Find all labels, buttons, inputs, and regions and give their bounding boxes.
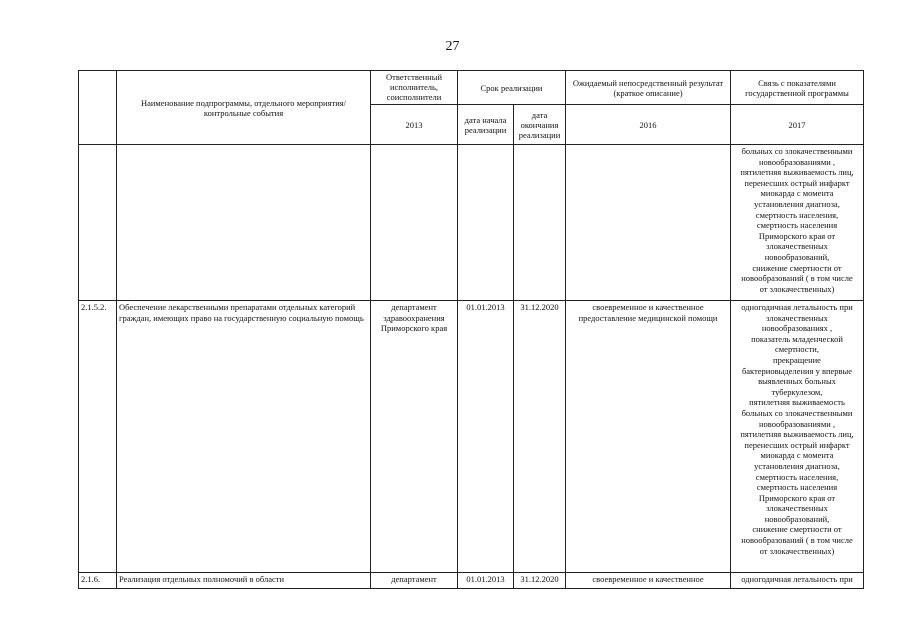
row-name <box>117 145 371 301</box>
link-line: туберкулезом, <box>771 386 823 397</box>
row-start-date: 01.01.2013 <box>458 573 514 589</box>
link-line: пятилетняя выживаемость лиц, <box>740 167 854 178</box>
row-result: своевременное и качественное <box>566 573 731 589</box>
link-line: злокачественных <box>766 312 828 323</box>
link-line: смертность населения <box>756 220 838 231</box>
link-line: миокарда с момента <box>760 188 834 199</box>
row-name: Обеспечение лекарственными препаратами отдельных категорий граждан, имеющих право на государственную социальную помощь <box>117 301 371 573</box>
row-executor <box>371 145 458 301</box>
row-result <box>566 145 731 301</box>
link-line: миокарда с момента <box>760 450 834 461</box>
link-line: снижение смертности от <box>752 262 842 273</box>
link-line: злокачественных <box>766 503 828 514</box>
table-row <box>79 145 864 301</box>
link-line: пятилетняя выживаемость <box>749 397 845 408</box>
link-line: бактериовыделения у впервые <box>741 365 853 376</box>
link-line: смертность населения, <box>755 209 839 220</box>
link-line: смертность населения <box>756 482 838 493</box>
link-line: установления диагноза, <box>754 198 840 209</box>
row-start-date <box>458 145 514 301</box>
header-links-cell: Связь с показателями государственной программы <box>731 71 864 105</box>
header-end-cell: дата окончания реализации <box>514 105 566 145</box>
link-line: смертности, <box>775 344 819 355</box>
link-line: новообразований, <box>764 251 830 262</box>
link-line: злокачественных <box>766 241 828 252</box>
row-end-date: 31.12.2020 <box>514 573 566 589</box>
row-executor: департамент здравоохранения Приморского края <box>371 301 458 573</box>
row-end-date: 31.12.2020 <box>514 301 566 573</box>
link-line: Приморского края от <box>758 230 836 241</box>
header-name-cell: Наименование подпрограммы, отдельного мероприятия/контрольные события <box>117 71 371 145</box>
header-start-cell: дата начала реализации <box>458 105 514 145</box>
header-row-titles <box>79 71 864 105</box>
table-row <box>79 573 864 589</box>
header-year-result: 2016 <box>566 105 731 145</box>
program-table <box>78 70 864 589</box>
link-line: установления диагноза, <box>754 460 840 471</box>
link-line: выявленных больных <box>758 376 836 387</box>
link-line: прекращение <box>773 354 821 365</box>
link-line: одногодичная летальность при <box>741 574 853 584</box>
row-num <box>79 145 117 301</box>
row-num: 2.1.6. <box>79 573 117 589</box>
row-result: своевременное и качественное предоставление медицинской помощи <box>566 301 731 573</box>
row-num: 2.1.5.2. <box>79 301 117 573</box>
row-start-date: 01.01.2013 <box>458 301 514 573</box>
link-line: показатель младенческой <box>751 333 843 344</box>
link-line: больных со злокачественными <box>741 146 853 156</box>
link-line: пятилетняя выживаемость лиц, <box>740 429 854 440</box>
row-links <box>731 573 864 589</box>
link-line: снижение смертности от <box>752 524 842 535</box>
link-line: новообразованиях , <box>761 323 833 334</box>
header-result-cell: Ожидаемый непосредственный результат (краткое описание) <box>566 71 731 105</box>
link-line: смертность населения, <box>755 471 839 482</box>
link-line: от злокачественных) <box>759 545 835 556</box>
header-executor-cell: Ответственный исполнитель, соисполнители <box>371 71 458 105</box>
row-end-date <box>514 145 566 301</box>
link-line: новообразований ( в том числе <box>741 535 853 546</box>
header-year-executor: 2013 <box>371 105 458 145</box>
row-links <box>731 145 864 301</box>
table-row <box>79 301 864 573</box>
link-line: больных со злокачественными <box>741 407 853 418</box>
link-line: перенесших острый инфаркт <box>744 177 850 188</box>
link-line: новообразованиями , <box>758 156 836 167</box>
link-line: новообразований ( в том числе <box>741 273 853 284</box>
link-line: новообразований, <box>764 513 830 524</box>
link-line: одногодичная летальность при <box>741 302 853 312</box>
page-number: 27 <box>445 39 460 54</box>
row-name: Реализация отдельных полномочий в области <box>117 573 371 589</box>
link-line: новообразованиями , <box>758 418 836 429</box>
row-executor: департамент <box>371 573 458 589</box>
link-line: Приморского края от <box>758 492 836 503</box>
link-line: от злокачественных) <box>759 283 835 294</box>
row-links <box>731 301 864 573</box>
link-line: перенесших острый инфаркт <box>744 439 850 450</box>
header-period-cell: Срок реализации <box>458 71 566 105</box>
header-num-cell <box>79 71 117 145</box>
header-year-links: 2017 <box>731 105 864 145</box>
